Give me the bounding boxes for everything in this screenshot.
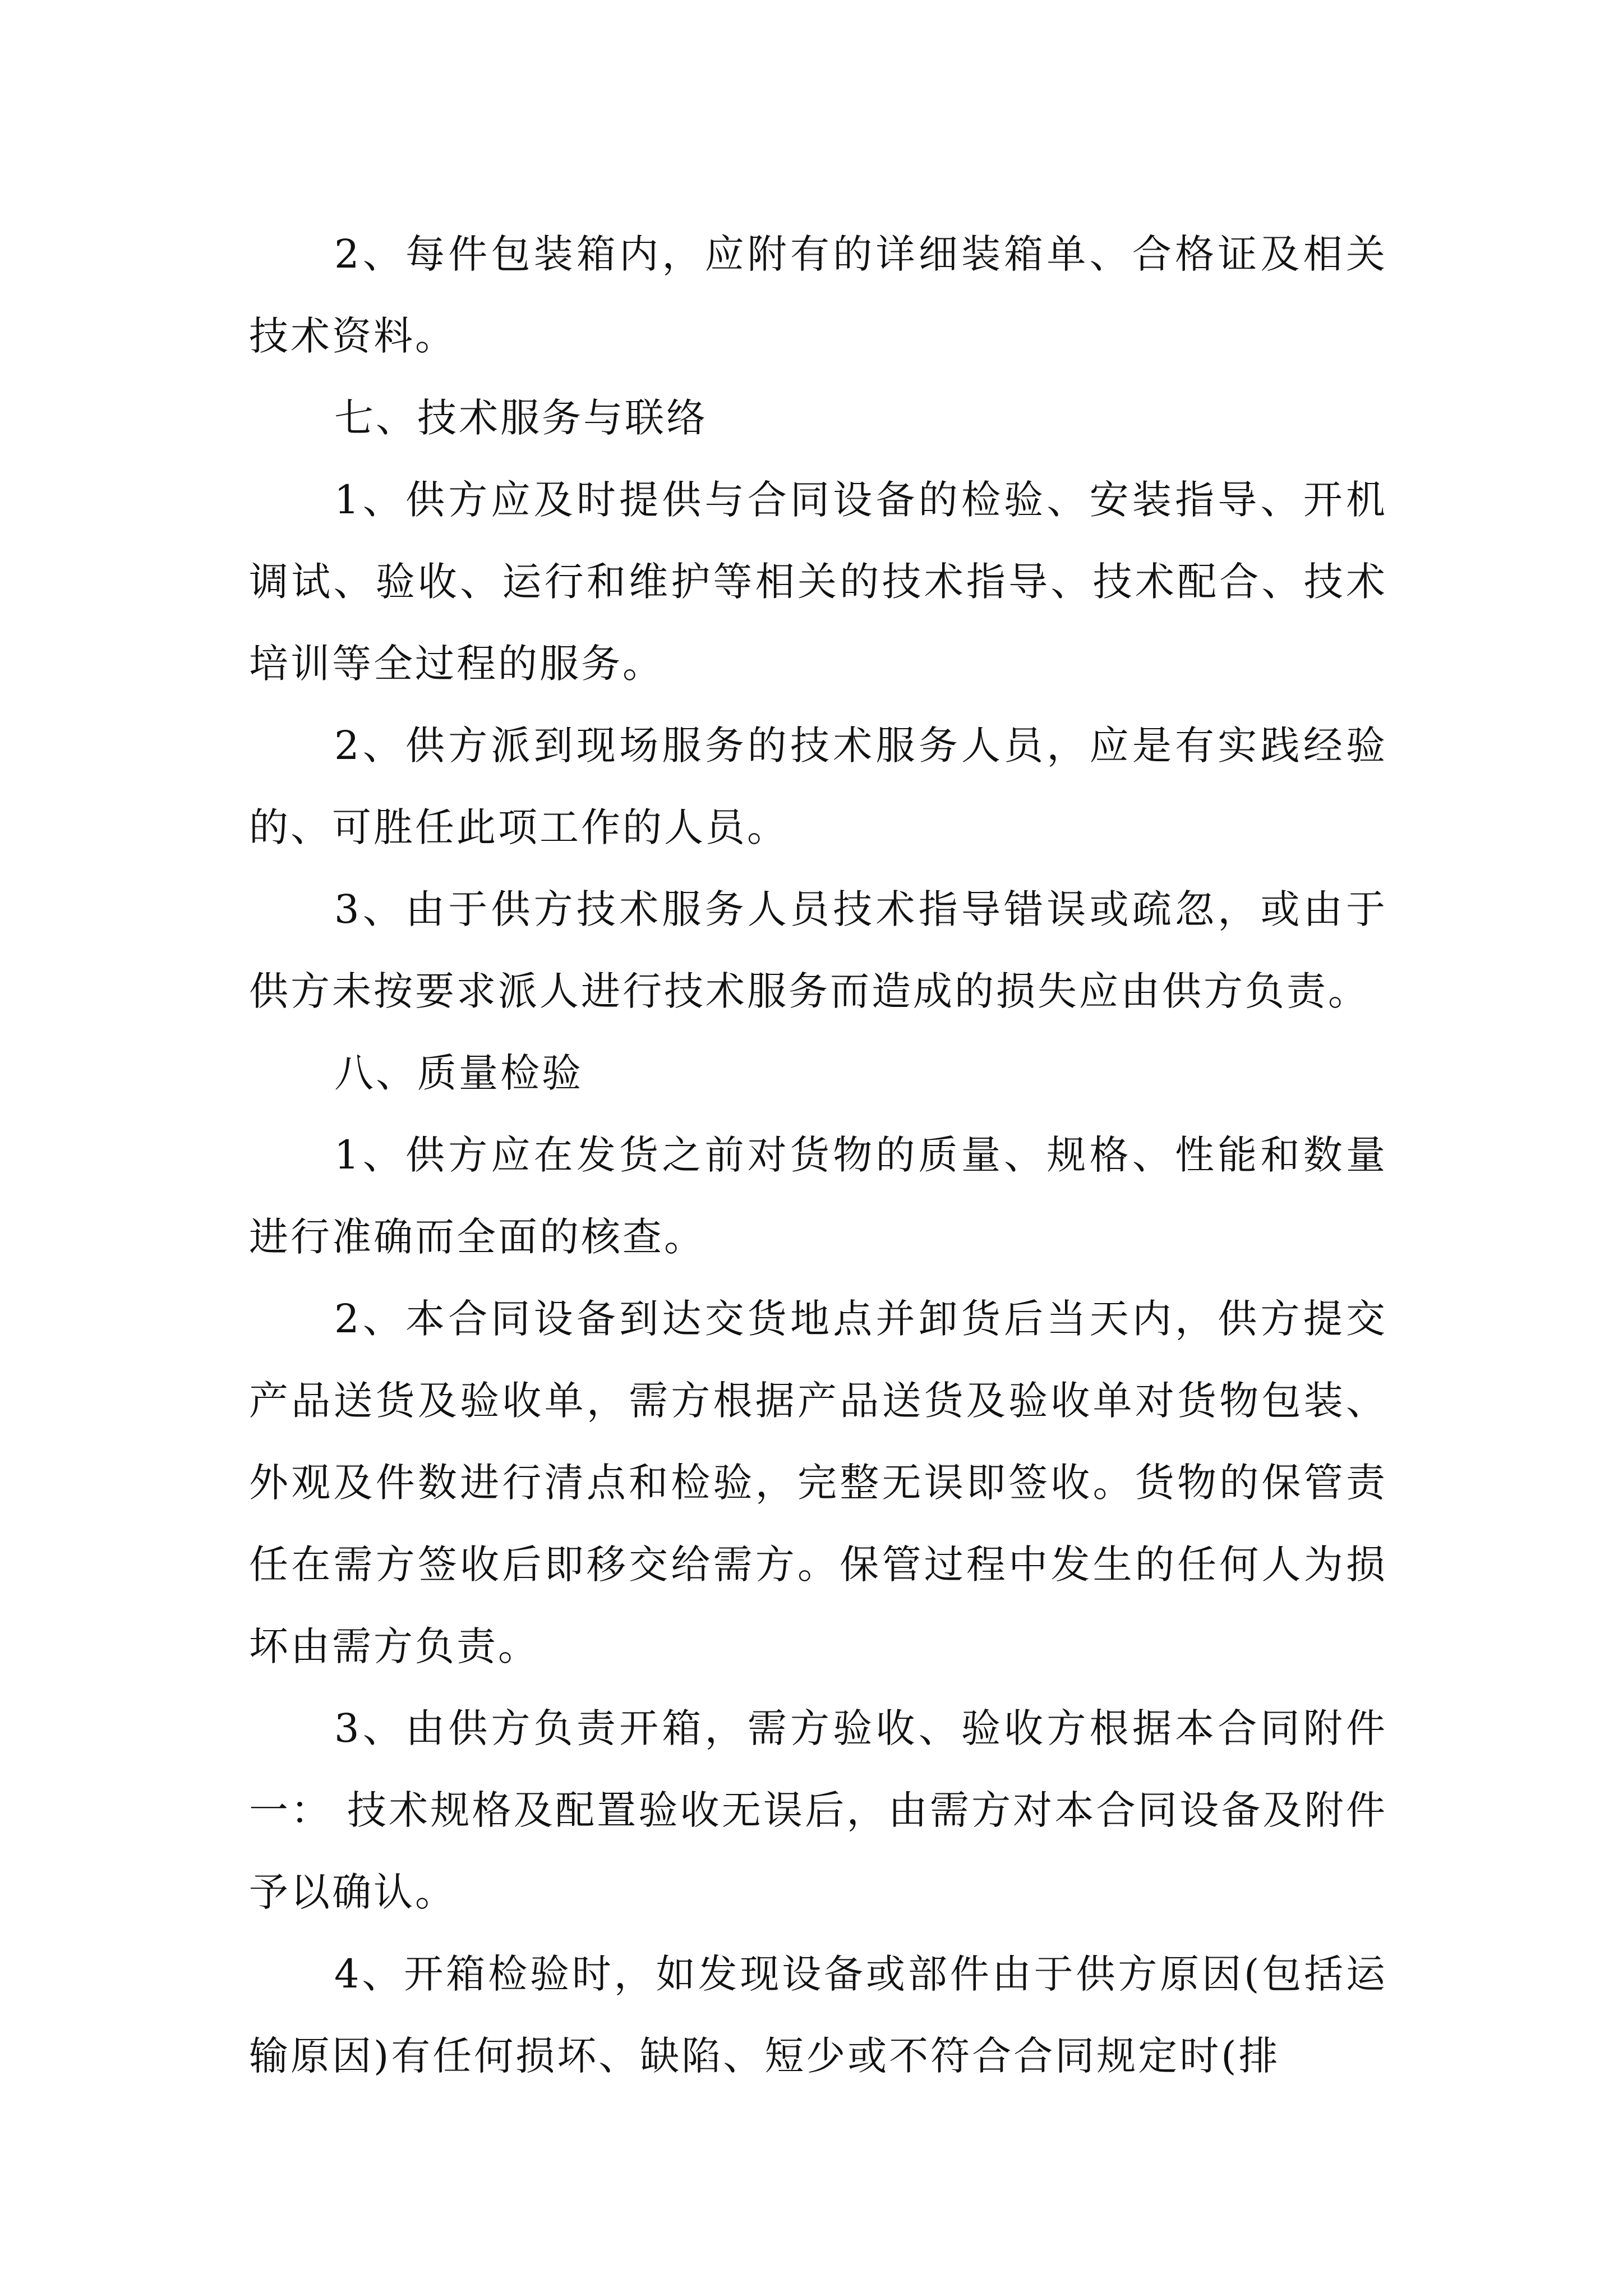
- paragraph-delivery-acceptance: 2、本合同设备到达交货地点并卸货后当天内，供方提交产品送货及验收单，需方根据产品送货及验收单对货物包装、外观及件数进行清点和检验，完整无误即签收。货物的保管责任在需方签收后即移交给需方。保管过程中发生的任何人为损坏由需方负责。: [249, 1296, 1387, 1669]
- section-heading-technical-service: 七、技术服务与联络: [334, 395, 708, 441]
- paragraph-service-personnel: 2、供方派到现场服务的技术服务人员，应是有实践经验的、可胜任此项工作的人员。: [249, 723, 1387, 850]
- document-page: [249, 213, 1387, 2097]
- paragraph-service-scope: 1、供方应及时提供与合同设备的检验、安装指导、开机调试、验收、运行和维护等相关的技术指导、技术配合、技术培训等全过程的服务。: [249, 477, 1387, 687]
- paragraph-packing-list: 2、每件包装箱内，应附有的详细装箱单、合格证及相关技术资料。: [249, 231, 1387, 359]
- paragraph-service-liability: 3、由于供方技术服务人员技术指导错误或疏忽，或由于供方未按要求派人进行技术服务而造成的损失应由供方负责。: [249, 886, 1387, 1014]
- paragraph-defect-handling: 4、开箱检验时，如发现设备或部件由于供方原因(包括运输原因)有任何损坏、缺陷、短少或不符合合同规定时(排: [249, 1951, 1387, 2079]
- section-heading-quality-inspection: 八、质量检验: [334, 1050, 583, 1096]
- paragraph-unpacking-acceptance: 3、由供方负责开箱，需方验收、验收方根据本合同附件一： 技术规格及配置验收无误后，由需方对本合同设备及附件予以确认。: [249, 1705, 1387, 1915]
- paragraph-pre-shipment-check: 1、供方应在发货之前对货物的质量、规格、性能和数量进行准确而全面的核查。: [249, 1132, 1387, 1260]
